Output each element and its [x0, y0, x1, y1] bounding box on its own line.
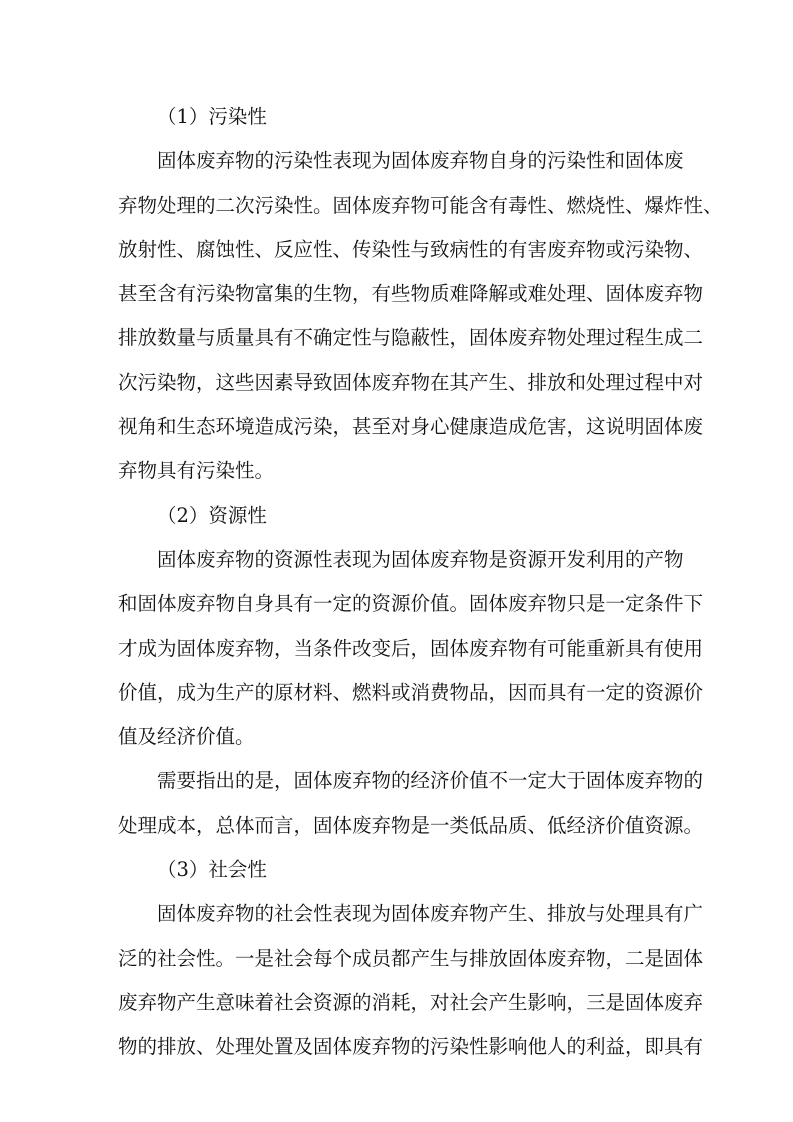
paragraph-line: 物的排放、处理处置及固体废弃物的污染性影响他人的利益，即具有	[118, 1035, 704, 1059]
paragraph-line: 视角和生态环境造成污染，甚至对身心健康造成危害，这说明固体废	[118, 415, 704, 439]
paragraph-line: 排放数量与质量具有不确定性与隐蔽性，固体废弃物处理过程生成二	[118, 326, 704, 350]
paragraph-line: 放射性、腐蚀性、反应性、传染性与致病性的有害废弃物或污染物、	[118, 237, 704, 261]
paragraph-line: 弃物具有污染性。	[118, 459, 275, 483]
paragraph-line: 次污染物，这些因素导致固体废弃物在其产生、排放和处理过程中对	[118, 370, 704, 394]
paragraph-line: 废弃物产生意味着社会资源的消耗，对社会产生影响，三是固体废弃	[118, 990, 704, 1014]
paragraph-line: 才成为固体废弃物，当条件改变后，固体废弃物有可能重新具有使用	[118, 636, 704, 660]
paragraph-line: 价值，成为生产的原材料、燃料或消费物品，因而具有一定的资源价	[118, 680, 704, 704]
section-heading: （2）资源性	[157, 503, 267, 527]
section-heading: （1）污染性	[157, 105, 267, 128]
paragraph-line: 处理成本，总体而言，固体废弃物是一类低品质、低经济价值资源。	[118, 813, 704, 837]
paragraph-line: 需要指出的是，固体废弃物的经济价值不一定大于固体废弃物的	[157, 769, 704, 793]
paragraph-line: 固体废弃物的社会性表现为固体废弃物产生、排放与处理具有广	[157, 902, 704, 926]
paragraph-line: 甚至含有污染物富集的生物，有些物质难降解或难处理、固体废弃物	[118, 282, 704, 306]
section-heading: （3）社会性	[157, 858, 267, 882]
paragraph-line: 固体废弃物的污染性表现为固体废弃物自身的污染性和固体废	[157, 149, 684, 173]
paragraph-line: 泛的社会性。一是社会每个成员都产生与排放固体废弃物，二是固体	[118, 946, 704, 970]
paragraph-line: 和固体废弃物自身具有一定的资源价值。固体废弃物只是一定条件下	[118, 592, 704, 616]
document-body	[118, 95, 723, 1070]
paragraph-line: 值及经济价值。	[118, 725, 255, 749]
paragraph-line: 固体废弃物的资源性表现为固体废弃物是资源开发利用的产物	[157, 547, 684, 571]
paragraph-line: 弃物处理的二次污染性。固体废弃物可能含有毒性、燃烧性、爆炸性、	[118, 193, 723, 217]
